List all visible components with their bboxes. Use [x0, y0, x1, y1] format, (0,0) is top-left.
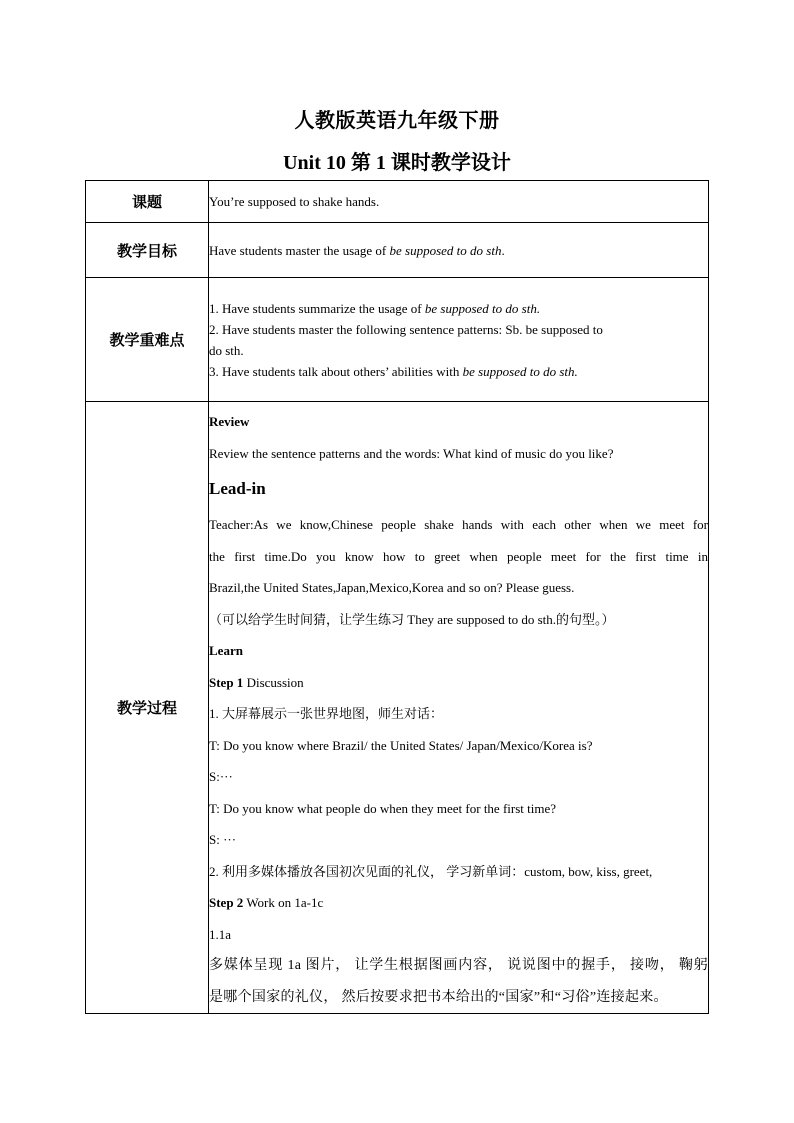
objective-suffix: .: [501, 242, 505, 258]
teacher-line-2: the first time.Do you know how to greet when people meet for the first time in: [209, 548, 708, 564]
topic-value: You’re supposed to shake hands.: [209, 181, 709, 223]
keypoints-label: 教学重难点: [86, 278, 209, 402]
process-row: [86, 402, 709, 1014]
description-line-2: 是哪个国家的礼仪， 然后按要求把书本给出的“国家”和“习俗”连接起来。: [209, 989, 668, 1005]
teacher-question-1: T: Do you know where Brazil/ the United States/ Japan/Mexico/Korea is?: [209, 737, 593, 753]
teacher-line-3: Brazil,the United States,Japan,Mexico,Korea and so on? Please guess.: [209, 580, 575, 595]
keypoints-row: [86, 278, 709, 402]
process-content: [209, 402, 709, 1014]
process-label: 教学过程: [86, 402, 209, 1014]
review-text: Review the sentence patterns and the words: What kind of music do you like?: [209, 445, 614, 461]
student-answer-1: S:···: [209, 769, 233, 784]
objective-label: 教学目标: [86, 223, 209, 278]
topic-row: [86, 181, 709, 223]
item-2: 2. 利用多媒体播放各国初次见面的礼仪， 学习新单词：custom, bow, kiss, greet,: [209, 863, 653, 879]
keypoint-2-line1: 2. Have students master the following sentence patterns: Sb. be supposed to: [209, 321, 603, 337]
keypoints-value: [209, 278, 709, 402]
document-subtitle: Unit 10 第 1 课时教学设计: [283, 152, 511, 174]
document-title: 人教版英语九年级下册: [294, 110, 500, 132]
objective-value: [209, 223, 709, 278]
objective-row: [86, 223, 709, 278]
objective-prefix: Have students master the usage of: [209, 242, 390, 258]
student-answer-2: S: ···: [209, 832, 237, 847]
leadin-heading: Lead-in: [209, 479, 266, 498]
lesson-plan-table: [85, 180, 709, 1014]
note-line: （可以给学生时间猜，让学生练习 They are supposed to do sth.的句型。）: [209, 611, 615, 627]
keypoint-2-line2: do sth.: [209, 342, 244, 358]
item-1: 1. 大屏幕展示一张世界地图，师生对话：: [209, 706, 444, 721]
topic-label: 课题: [86, 181, 209, 223]
sub-1a: 1.1a: [209, 926, 232, 942]
objective-italic: be supposed to do sth: [389, 242, 502, 258]
step1-line: Step 1 Discussion: [209, 674, 304, 690]
description-line-1: 多媒体呈现 1a 图片， 让学生根据图画内容， 说说图中的握手， 接吻， 鞠躬: [209, 958, 708, 973]
step2-line: Step 2 Work on 1a-1c: [209, 895, 324, 910]
keypoint-1: 1. Have students summarize the usage of be supposed to do sth.: [209, 300, 541, 316]
teacher-question-2: T: Do you know what people do when they meet for the first time?: [209, 800, 557, 816]
keypoint-3: 3. Have students talk about others’ abilities with be supposed to do sth.: [209, 363, 578, 379]
learn-heading: Learn: [209, 643, 243, 658]
review-heading: Review: [209, 414, 250, 429]
teacher-line-1: Teacher:As we know,Chinese people shake hands with each other when we meet for: [209, 517, 708, 532]
